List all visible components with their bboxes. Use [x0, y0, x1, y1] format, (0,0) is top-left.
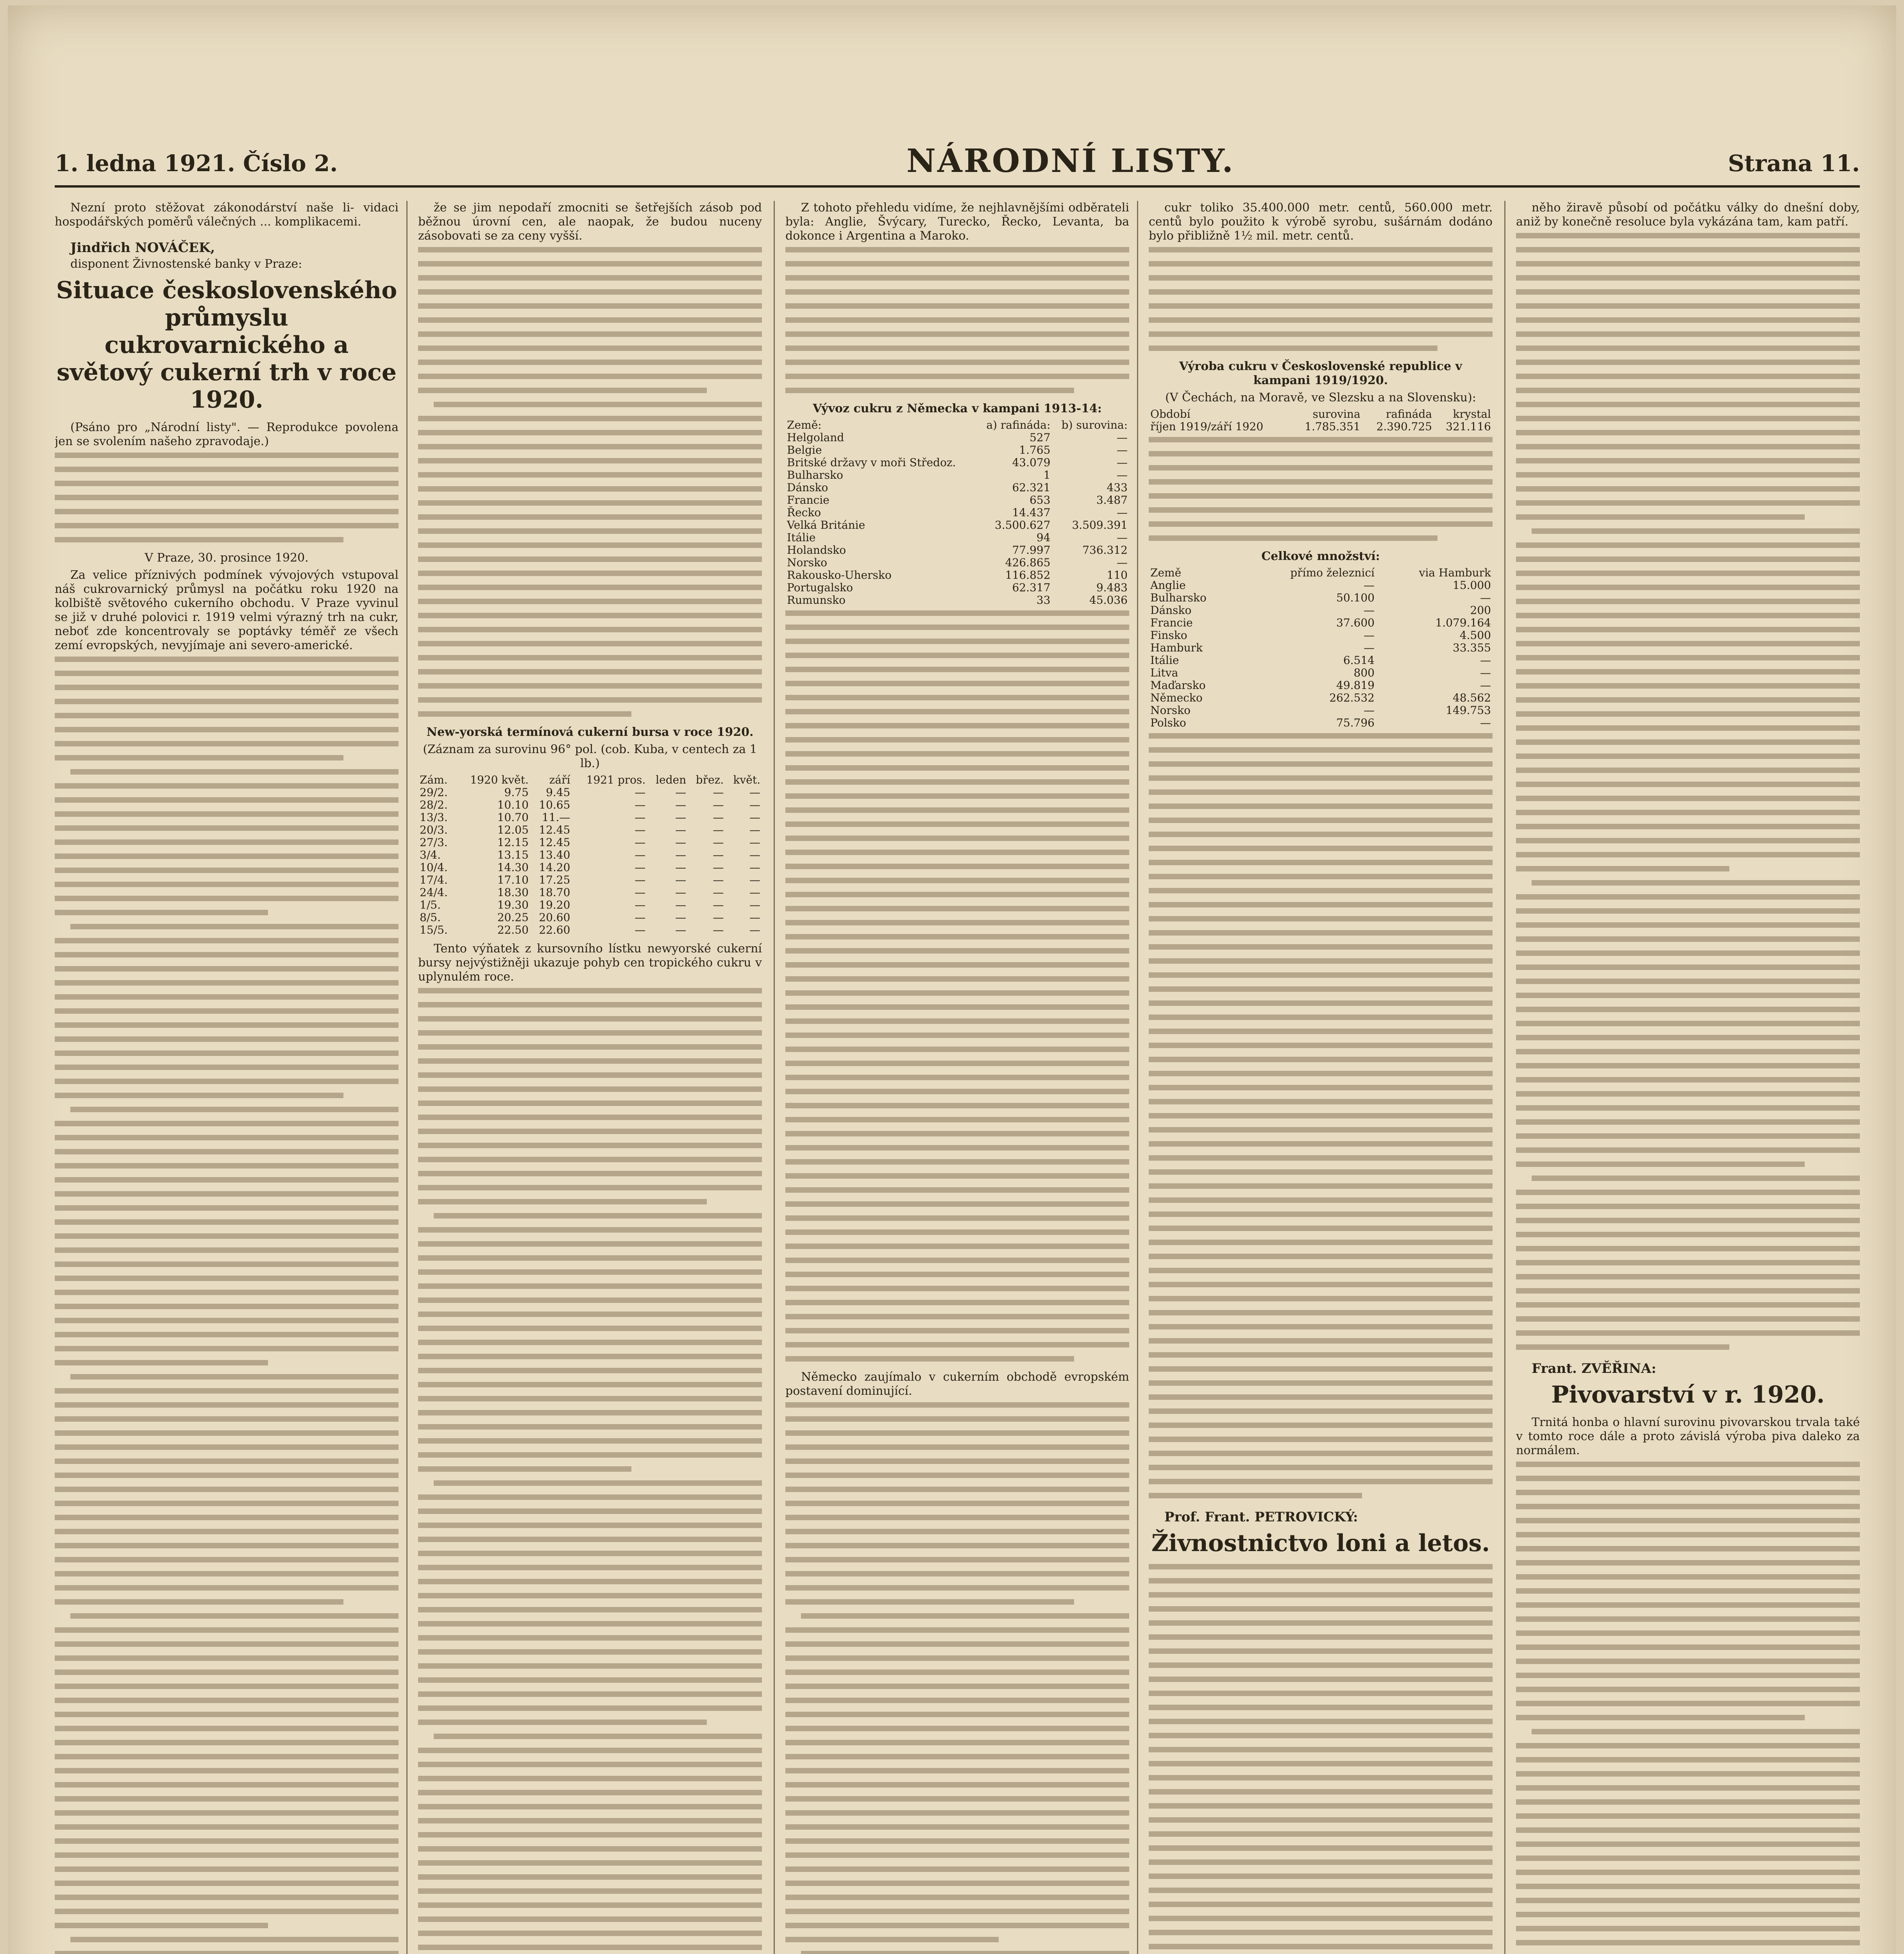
column-divider: [1504, 201, 1505, 1954]
table-cell: Helgoland: [787, 431, 844, 444]
column-divider: [774, 201, 775, 1954]
table-row: [785, 556, 1129, 569]
table-row: [1149, 692, 1493, 704]
table-cell: —: [1117, 444, 1128, 456]
table-cell: —: [749, 911, 760, 924]
czech-production-table: [1149, 408, 1493, 433]
table-cell: 14.20: [539, 861, 570, 874]
table-cell: 27/3.: [420, 836, 448, 849]
table-header: 1920 květ.: [470, 773, 529, 786]
german-export-table: [785, 419, 1129, 607]
table-header: surovina: [1312, 408, 1361, 421]
table-cell: 19.20: [539, 898, 570, 911]
table-row: [1149, 421, 1493, 433]
table-cell: 12.05: [497, 823, 529, 836]
article-headline: Pivovarství v r. 1920.: [1551, 1381, 1825, 1408]
column-divider: [406, 201, 408, 1954]
table-cell: —: [1117, 506, 1128, 519]
table-row: [418, 824, 762, 836]
table-cell: Dánsko: [787, 481, 828, 494]
table-cell: —: [635, 898, 646, 911]
table-cell: 6.514: [1343, 654, 1375, 667]
table-header: Období: [1150, 408, 1191, 421]
table-header: květ.: [733, 773, 760, 786]
table-cell: Francie: [787, 494, 830, 506]
table-cell: —: [749, 811, 760, 824]
table-cell: 17.10: [497, 873, 529, 886]
table-cell: 12.15: [497, 836, 529, 849]
table-cell: —: [675, 848, 687, 861]
table-cell: 11.—: [542, 811, 570, 824]
table-cell: —: [713, 811, 724, 824]
table-header: b) surovina:: [1061, 419, 1128, 431]
table-cell: Velká Británie: [787, 519, 865, 531]
table-cell: Itálie: [1150, 654, 1179, 667]
table-cell: —: [749, 898, 760, 911]
table-cell: 45.036: [1089, 594, 1128, 607]
table-cell: říjen 1919/září 1920: [1150, 420, 1264, 433]
table-cell: —: [675, 836, 687, 849]
article-body: cukr toliko 35.400.000 metr. centů, 560.000 metr. centů bylo použito k výrobě syrobu, sušárnám dodáno bylo přibližně 1½ mil. metr. centů.: [1149, 201, 1493, 243]
table-header: via Hamburk: [1419, 566, 1491, 579]
table-cell: —: [713, 911, 724, 924]
table-row: [1149, 654, 1493, 667]
table-cell: —: [713, 873, 724, 886]
table-cell: 20.25: [497, 911, 529, 924]
table-cell: —: [675, 861, 687, 874]
table-cell: —: [1117, 531, 1128, 544]
table-row: [1149, 629, 1493, 642]
table-row: [785, 594, 1129, 607]
table-cell: 14.30: [497, 861, 529, 874]
article-body-text: [785, 1402, 1129, 1954]
table-row: [785, 569, 1129, 582]
table-cell: 4.500: [1459, 629, 1491, 642]
table-cell: —: [749, 886, 760, 899]
table-cell: Anglie: [1150, 579, 1186, 592]
article-author: Jindřich NOVÁČEK,: [70, 240, 215, 256]
table-cell: Itálie: [787, 531, 816, 544]
table-cell: Hamburk: [1150, 641, 1203, 654]
table-note: (V Čechách, na Moravě, ve Slezsku a na Slovensku):: [1165, 391, 1476, 404]
table-row: [785, 456, 1129, 469]
table-cell: 1: [1043, 469, 1051, 481]
table-cell: 62.321: [1012, 481, 1051, 494]
table-row: [785, 494, 1129, 506]
article-body: Za velice příznivých podmínek vývojových vstupoval náš cukrovarnický průmysl na počátku roku 1920 na kolbiště světového cukerního obchodu. V Praze vyvinul se již v druhé polovici r. 1919 velmi výrazný trh na cukr, neboť zde koncentrovaly se poptávky téměř ze všech zemí evropských, nevyjímaje ani severo-americké.: [55, 568, 399, 652]
article-body: něho žiravě působí od počátku války do dnešní doby, aniž by konečně resoluce byla vykázána tam, kam patří.: [1516, 201, 1860, 229]
table-cell: 37.600: [1336, 616, 1375, 629]
table-cell: —: [1117, 431, 1128, 444]
table-header: přímo železnicí: [1290, 566, 1375, 579]
table-cell: —: [675, 911, 687, 924]
header-rule: [55, 185, 1860, 188]
table-continuation: [785, 610, 1129, 1362]
table-row: [418, 836, 762, 849]
table-row: [1149, 679, 1493, 692]
table-cell: —: [1117, 456, 1128, 469]
table-cell: —: [713, 861, 724, 874]
column-4: [1149, 201, 1493, 1954]
table-cell: —: [1117, 556, 1128, 569]
table-cell: 433: [1107, 481, 1128, 494]
table-cell: —: [749, 873, 760, 886]
table-header: leden: [656, 773, 687, 786]
table-cell: —: [1363, 641, 1375, 654]
table-cell: —: [635, 848, 646, 861]
table-cell: 10/4.: [420, 861, 448, 874]
table-cell: 33: [1036, 594, 1051, 607]
table-row: [418, 899, 762, 911]
table-cell: 1.079.164: [1435, 616, 1491, 629]
table-cell: 29/2.: [420, 786, 448, 799]
table-row: [418, 849, 762, 861]
table-cell: 15.000: [1453, 579, 1491, 592]
article-headline: Situace československého průmyslu cukrovarnického a světový cukerní trh v roce 1920.: [56, 277, 397, 413]
table-cell: Řecko: [787, 506, 821, 519]
table-header: rafináda: [1386, 408, 1432, 421]
table-cell: Polsko: [1150, 716, 1186, 729]
table-header: krystal: [1453, 408, 1491, 421]
table-cell: 13.40: [539, 848, 570, 861]
table-cell: —: [635, 786, 646, 799]
table-cell: 13.15: [497, 848, 529, 861]
table-cell: 149.753: [1446, 704, 1491, 717]
table-row: [1149, 579, 1493, 592]
article-body-text: [418, 247, 762, 717]
table-cell: —: [1480, 679, 1491, 692]
table-cell: 50.100: [1336, 591, 1375, 604]
article-body: Z tohoto přehledu vidíme, že nejhlavnějšími odběrateli byla: Anglie, Švýcary, Turecko, Řecko, Levanta, ba dokonce i Argentina a Maroko.: [785, 201, 1129, 243]
column-1: [55, 201, 399, 1954]
table-cell: 33.355: [1453, 641, 1491, 654]
table-cell: —: [1117, 469, 1128, 481]
table-cell: Norsko: [787, 556, 827, 569]
table-cell: 426.865: [1005, 556, 1051, 569]
table-cell: Rumunsko: [787, 594, 846, 607]
table-cell: 1.765: [1019, 444, 1051, 456]
table-cell: —: [635, 886, 646, 899]
table-cell: 3/4.: [420, 848, 441, 861]
table-cell: —: [635, 911, 646, 924]
table-cell: Dánsko: [1150, 604, 1192, 617]
table-cell: 17.25: [539, 873, 570, 886]
table-cell: 48.562: [1453, 691, 1491, 704]
table-cell: 13/3.: [420, 811, 448, 824]
table-cell: —: [713, 886, 724, 899]
table-row: [785, 481, 1129, 494]
table-cell: —: [635, 861, 646, 874]
table-header: Země: [1150, 566, 1182, 579]
table-header: Země:: [787, 419, 822, 431]
table-cell: Bulharsko: [1150, 591, 1207, 604]
table-cell: —: [1480, 591, 1491, 604]
table-cell: —: [749, 848, 760, 861]
table-cell: —: [675, 886, 687, 899]
table-cell: —: [749, 923, 760, 936]
table-cell: 18.30: [497, 886, 529, 899]
table-cell: —: [1363, 604, 1375, 617]
table-cell: —: [635, 798, 646, 811]
table-cell: 3.487: [1096, 494, 1128, 506]
table-row: [1149, 704, 1493, 717]
table-cell: 262.532: [1329, 691, 1375, 704]
table-cell: 10.70: [497, 811, 529, 824]
table-row: [785, 582, 1129, 594]
table-note: (Záznam za surovinu 96° pol. (cob. Kuba, v centech za 1 lb.): [423, 743, 757, 770]
table-cell: 3.500.627: [994, 519, 1051, 531]
table-cell: 22.50: [497, 923, 529, 936]
table-row: [418, 911, 762, 924]
article-headline: Živnostnictvo loni a letos.: [1151, 1530, 1490, 1557]
table-row: [785, 519, 1129, 531]
table-cell: 800: [1353, 666, 1375, 679]
table-cell: 77.997: [1012, 544, 1051, 556]
table-cell: Francie: [1150, 616, 1193, 629]
table-cell: Maďarsko: [1150, 679, 1206, 692]
article-author: Frant. ZVĚŘINA:: [1532, 1361, 1656, 1376]
table-cell: Norsko: [1150, 704, 1191, 717]
article-body-text: [1516, 233, 1860, 1350]
article-body-text: [55, 657, 399, 1954]
table-cell: 116.852: [1005, 569, 1051, 582]
table-cell: —: [635, 811, 646, 824]
column-3: [785, 201, 1129, 1954]
table-cell: —: [713, 923, 724, 936]
table-cell: 10.65: [539, 798, 570, 811]
table-row: [785, 444, 1129, 456]
table-cell: —: [1363, 629, 1375, 642]
table-cell: —: [713, 798, 724, 811]
table-cell: —: [713, 786, 724, 799]
table-cell: Německo: [1150, 691, 1203, 704]
article-body-text: [1149, 733, 1493, 1498]
author-title: disponent Živnostenské banky v Praze:: [70, 257, 302, 271]
newspaper-title: NÁRODNÍ LISTY.: [906, 142, 1235, 180]
table-title: New-yorská termínová cukerní bursa v roce 1920.: [426, 725, 754, 739]
sugar-exchange-table: [418, 774, 762, 936]
total-quantity-table: [1149, 567, 1493, 729]
table-cell: —: [635, 823, 646, 836]
table-cell: —: [675, 811, 687, 824]
table-cell: —: [1480, 716, 1491, 729]
table-cell: 49.819: [1336, 679, 1375, 692]
article-body-text: [1149, 1564, 1493, 1954]
table-row: [418, 924, 762, 936]
article-body: Trnitá honba o hlavní surovinu pivovarskou trvala také v tomto roce dále a proto závislá výroba piva daleko za normálem.: [1516, 1415, 1860, 1457]
table-cell: Finsko: [1150, 629, 1187, 642]
table-title: Celkové množství:: [1261, 549, 1380, 563]
table-cell: 736.312: [1082, 544, 1128, 556]
table-cell: 12.45: [539, 836, 570, 849]
table-title: Vývoz cukru z Německa v kampani 1913-14:: [813, 402, 1102, 415]
table-row: [1149, 717, 1493, 729]
dateline: V Praze, 30. prosince 1920.: [145, 551, 309, 565]
table-cell: 75.796: [1336, 716, 1375, 729]
table-cell: —: [749, 798, 760, 811]
table-cell: 1.785.351: [1305, 420, 1361, 433]
table-cell: —: [675, 873, 687, 886]
article-body-text: [418, 988, 762, 1954]
table-cell: 22.60: [539, 923, 570, 936]
table-cell: Bulharsko: [787, 469, 843, 481]
table-cell: 200: [1470, 604, 1491, 617]
table-row: [418, 786, 762, 799]
table-cell: 15/5.: [420, 923, 448, 936]
newspaper-page: [8, 5, 1896, 1954]
article-body-text: [785, 247, 1129, 393]
table-row: [785, 431, 1129, 444]
table-cell: —: [635, 836, 646, 849]
table-cell: —: [749, 823, 760, 836]
table-cell: 2.390.725: [1376, 420, 1432, 433]
table-cell: Britské državy v moři Středoz.: [787, 456, 956, 469]
table-cell: 9.75: [504, 786, 529, 799]
table-cell: 18.70: [539, 886, 570, 899]
table-cell: —: [675, 786, 687, 799]
article-body-text: [1149, 437, 1493, 541]
table-cell: 110: [1107, 569, 1128, 582]
table-cell: —: [635, 873, 646, 886]
table-cell: 12.45: [539, 823, 570, 836]
table-row: [1149, 604, 1493, 617]
table-cell: Portugalsko: [787, 581, 853, 594]
column-divider: [1137, 201, 1138, 1954]
table-header: září: [549, 773, 570, 786]
table-row: [785, 531, 1129, 544]
article-abstract-text: [55, 453, 399, 542]
table-cell: —: [1363, 579, 1375, 592]
table-cell: —: [749, 861, 760, 874]
table-row: [418, 874, 762, 886]
table-cell: Rakousko-Uhersko: [787, 569, 892, 582]
table-header: břez.: [695, 773, 724, 786]
table-cell: —: [713, 836, 724, 849]
table-cell: —: [675, 898, 687, 911]
article-body: Tento výňatek z kursovního lístku newyorské cukerní bursy nejvýstižněji ukazuje pohyb cen tropického cukru v uplynulém roce.: [418, 942, 762, 984]
table-cell: —: [675, 923, 687, 936]
table-cell: 3.509.391: [1072, 519, 1128, 531]
table-cell: —: [675, 798, 687, 811]
table-cell: 8/5.: [420, 911, 441, 924]
table-header: Zám.: [420, 773, 448, 786]
table-row: [785, 469, 1129, 481]
intro-text: Nezní proto stěžovat zákonodárství naše li- vidaci hospodářských poměrů válečných ... komplikacemi.: [55, 201, 399, 229]
table-cell: 9.483: [1096, 581, 1128, 594]
table-row: [1149, 592, 1493, 604]
table-cell: —: [713, 848, 724, 861]
table-cell: 28/2.: [420, 798, 448, 811]
table-cell: —: [713, 898, 724, 911]
article-body-text: [1149, 247, 1493, 351]
article-body-text: [1516, 1462, 1860, 1954]
column-2: [418, 201, 762, 1954]
table-row: [1149, 642, 1493, 654]
table-cell: —: [635, 923, 646, 936]
table-cell: 10.10: [497, 798, 529, 811]
page-number: Strana 11.: [1728, 150, 1860, 177]
table-cell: 20.60: [539, 911, 570, 924]
table-row: [418, 886, 762, 899]
article-body: Německo zaujímalo v cukerním obchodě evropském postavení dominující.: [785, 1370, 1129, 1398]
table-header: a) rafináda:: [986, 419, 1051, 431]
table-row: [785, 506, 1129, 519]
column-5: [1516, 201, 1860, 1954]
table-cell: 321.116: [1446, 420, 1491, 433]
table-title: Výroba cukru v Československé republice v kampani 1919/1920.: [1179, 360, 1462, 387]
table-cell: 94: [1036, 531, 1051, 544]
table-cell: Holandsko: [787, 544, 846, 556]
table-cell: 20/3.: [420, 823, 448, 836]
table-cell: —: [1363, 704, 1375, 717]
table-cell: 1/5.: [420, 898, 441, 911]
table-cell: 24/4.: [420, 886, 448, 899]
table-header: 1921 pros.: [586, 773, 646, 786]
table-cell: —: [1480, 666, 1491, 679]
table-cell: 43.079: [1012, 456, 1051, 469]
table-cell: —: [713, 823, 724, 836]
table-cell: —: [1480, 654, 1491, 667]
table-cell: 9.45: [546, 786, 570, 799]
article-byline: (Psáno pro „Národní listy". — Reprodukce povolena jen se svolením našeho zpravodaje.): [55, 421, 399, 448]
table-cell: 653: [1029, 494, 1051, 506]
table-cell: 19.30: [497, 898, 529, 911]
table-cell: 17/4.: [420, 873, 448, 886]
table-cell: Belgie: [787, 444, 822, 456]
table-row: [1149, 617, 1493, 629]
article-body: že se jim nepodaří zmocniti se šetřejších zásob pod běžnou úrovní cen, ale naopak, že budou nuceny zásobovati se za ceny vyšší.: [418, 201, 762, 243]
table-row: [785, 544, 1129, 556]
masthead: [55, 134, 1860, 185]
table-cell: 62.317: [1012, 581, 1051, 594]
table-row: [1149, 667, 1493, 679]
article-author: Prof. Frant. PETROVICKÝ:: [1164, 1509, 1358, 1525]
table-row: [418, 861, 762, 874]
table-cell: —: [749, 836, 760, 849]
table-row: [418, 811, 762, 824]
table-cell: —: [749, 786, 760, 799]
table-cell: 527: [1029, 431, 1051, 444]
table-cell: Litva: [1150, 666, 1178, 679]
table-row: [418, 799, 762, 811]
table-cell: —: [675, 823, 687, 836]
issue-date: 1. ledna 1921. Číslo 2.: [55, 150, 338, 177]
table-cell: 14.437: [1012, 506, 1051, 519]
